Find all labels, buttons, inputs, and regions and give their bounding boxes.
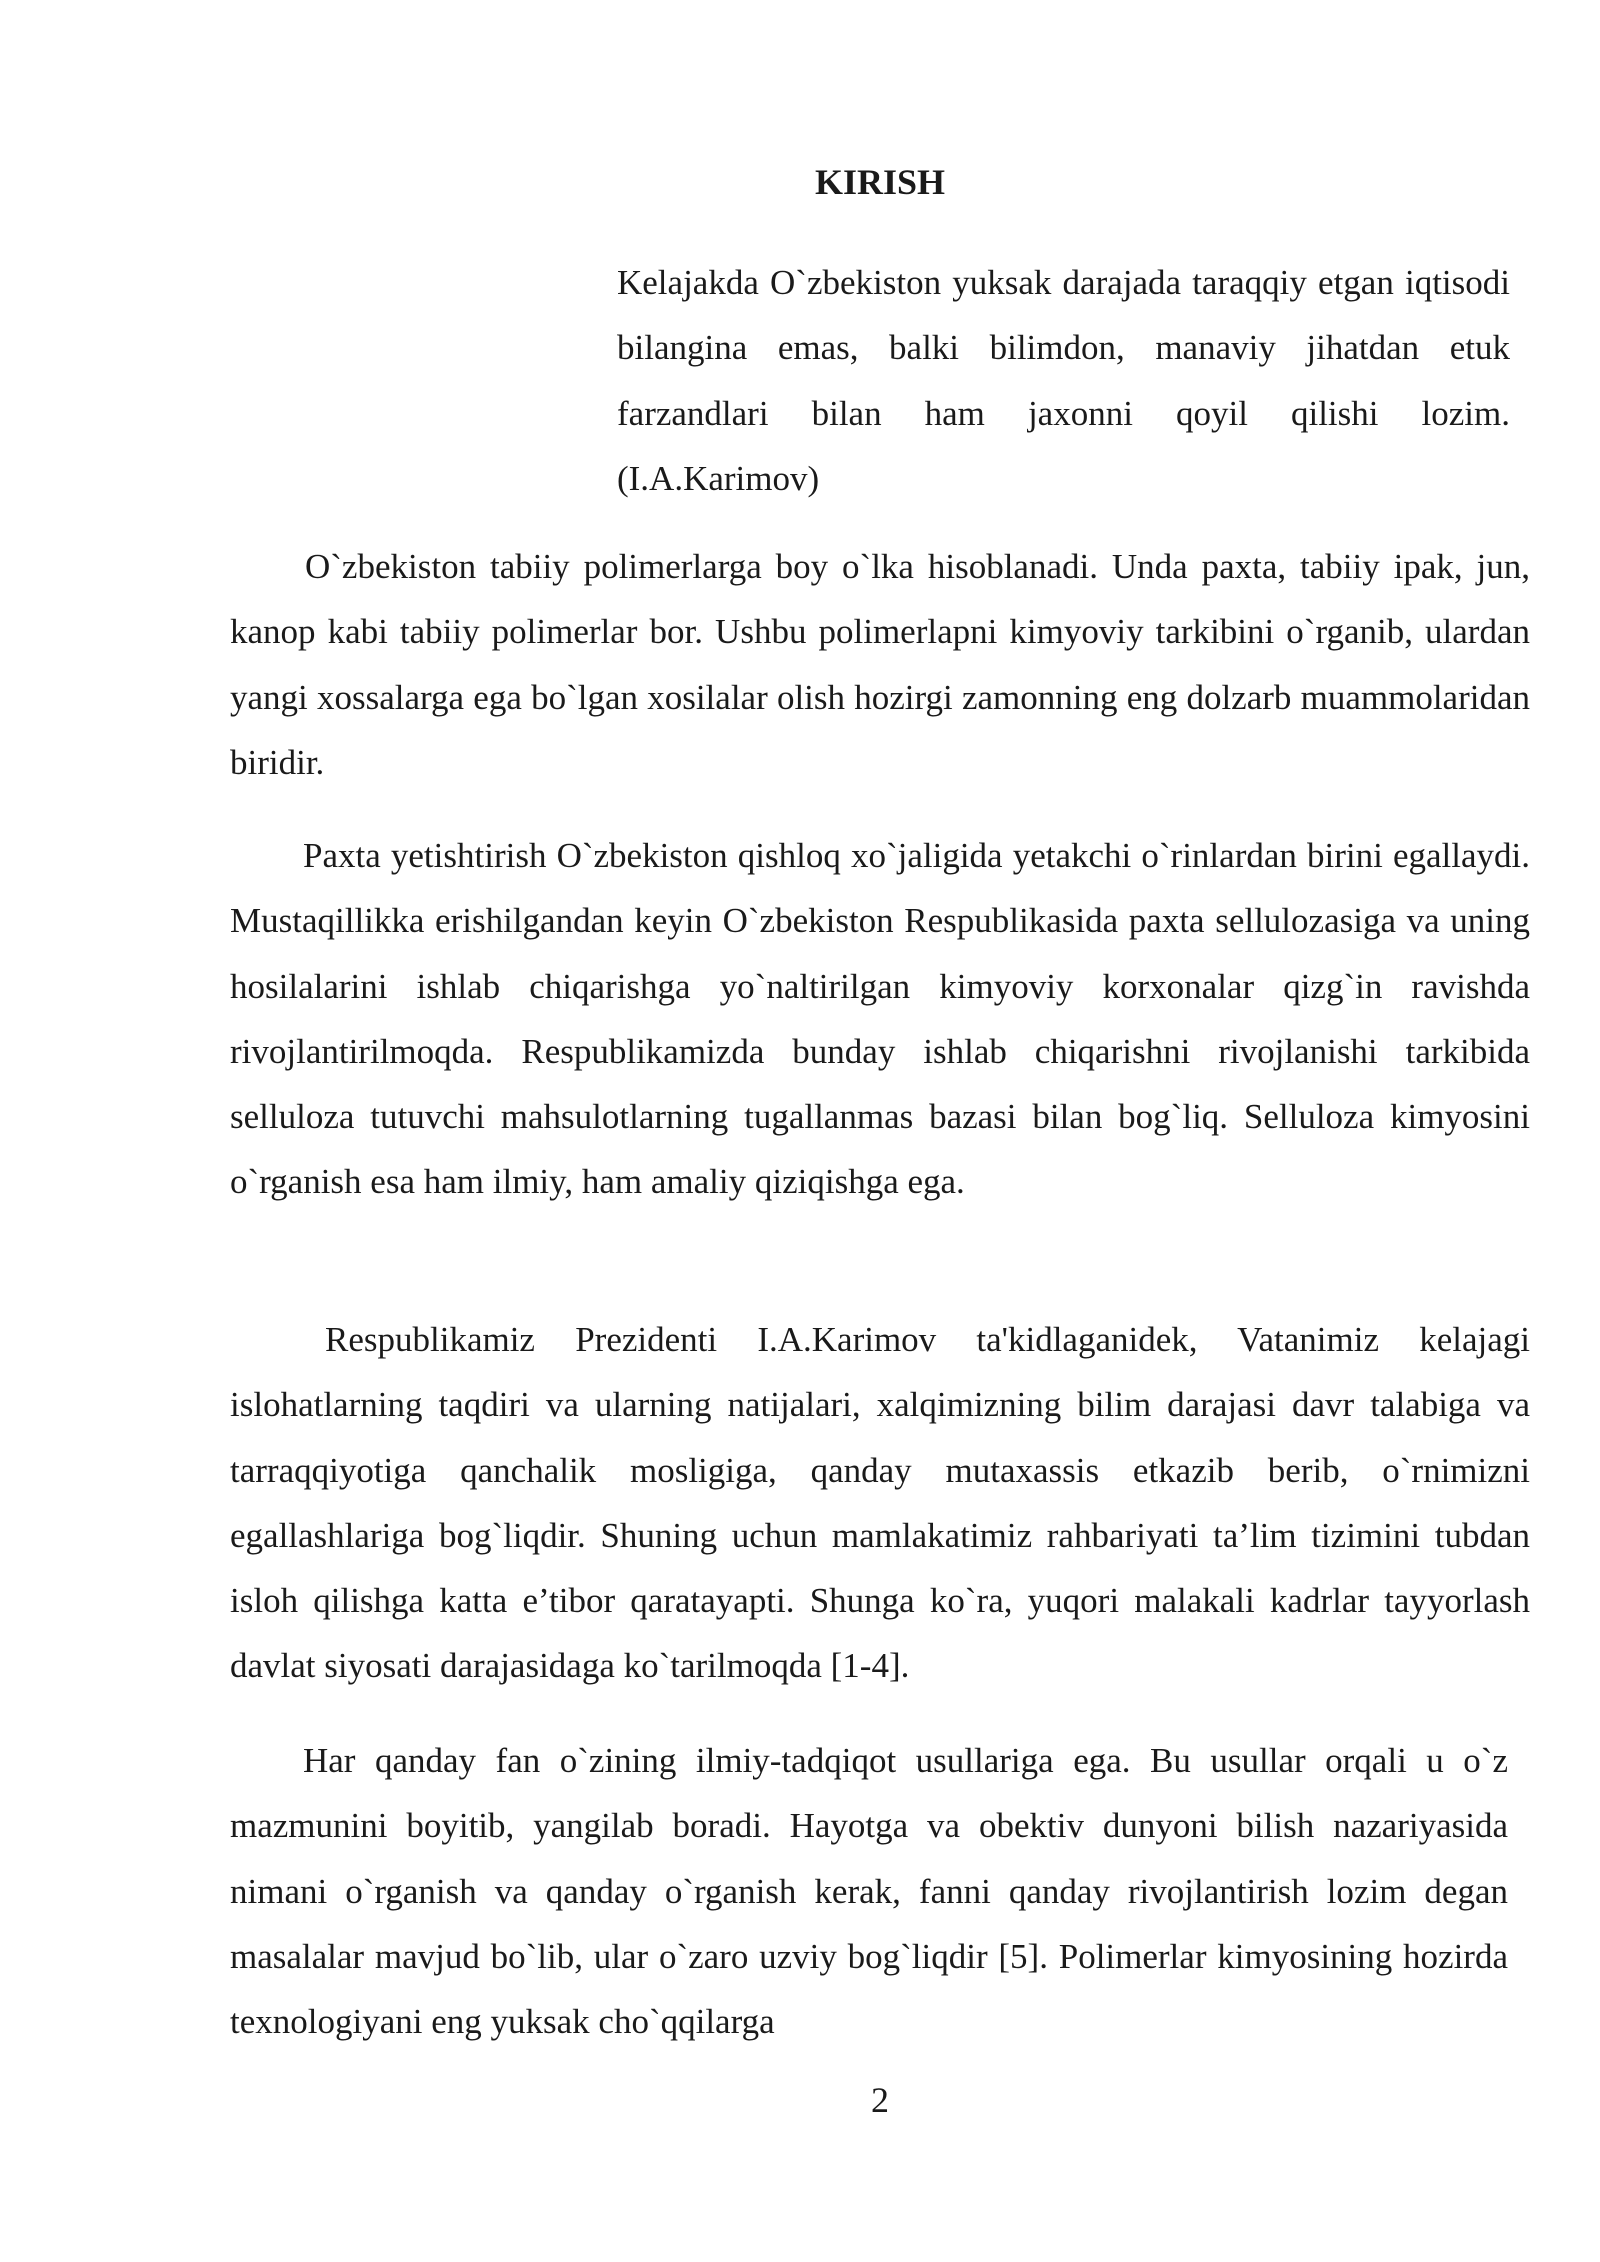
paragraph-3: Respublikamiz Prezidenti I.A.Karimov ta'kidlaganidek, Vatanimiz kelajagi islohatlarning taqdiri va ularning natijalari, xalqimizning bilim darajasi davr talabiga va tarraqqiyotiga qanchalik mosligiga, qanday mutaxassis etkazib berib, o`rnimizni egallashlariga bog`liqdir. Shuning uchun mamlakatimiz rahbariyati ta’lim tizimini tubdan isloh qilishga katta e’tibor qaratayapti. Shunga ko`ra, yuqori malakali kadrlar tayyorlash davlat siyosati darajasidaga ko`tarilmoqda [1-4].: [230, 1320, 1530, 1686]
paragraph-2: Paxta yetishtirish O`zbekiston qishloq xo`jaligida yetakchi o`rinlardan birini egallaydi. Mustaqillikka erishilgandan keyin O`zbekiston Respublikasida paxta sellulozasiga va uning hosilalarini ishlab chiqarishga yo`naltirilgan kimyoviy korxonalar qizg`in ravishda rivojlantirilmoqda. Respublikamizda bunday ishlab chiqarishni rivojlanishi tarkibida selluloza tutuvchi mahsulotlarning tugallanmas bazasi bilan bog`liq. Selluloza kimyosini o`rganish esa ham ilmiy, ham amaliy qiziqishga ega.: [230, 836, 1530, 1202]
page-title: KIRISH: [814, 162, 946, 202]
paragraph-1: O`zbekiston tabiiy polimerlarga boy o`lka hisoblanadi. Unda paxta, tabiiy ipak, jun, kanop kabi tabiiy polimerlar bor. Ushbu polimerlapni kimyoviy tarkibini o`rganib, ulardan yangi xossalarga ega bo`lgan xosilalar olish hozirgi zamonning eng dolzarb muammolaridan biridir.: [230, 547, 1530, 782]
epigraph-quote: Kelajakda O`zbekiston yuksak darajada taraqqiy etgan iqtisodi bilangina emas, balki bilimdon, manaviy jihatdan etuk farzandlari bilan ham jaxonni qoyil qilishi lozim. (I.A.Karimov): [617, 263, 1510, 498]
page-number: 2: [871, 2080, 889, 2120]
paragraph-4: Har qanday fan o`zining ilmiy-tadqiqot usullariga ega. Bu usullar orqali u o`z mazmunini boyitib, yangilab boradi. Hayotga va obektiv dunyoni bilish nazariyasida nimani o`rganish va qanday o`rganish kerak, fanni qanday rivojlantirish lozim degan masalalar mavjud bo`lib, ular o`zaro uzviy bog`liqdir [5]. Polimerlar kimyosining hozirda texnologiyani eng yuksak cho`qqilarga: [230, 1741, 1508, 2042]
